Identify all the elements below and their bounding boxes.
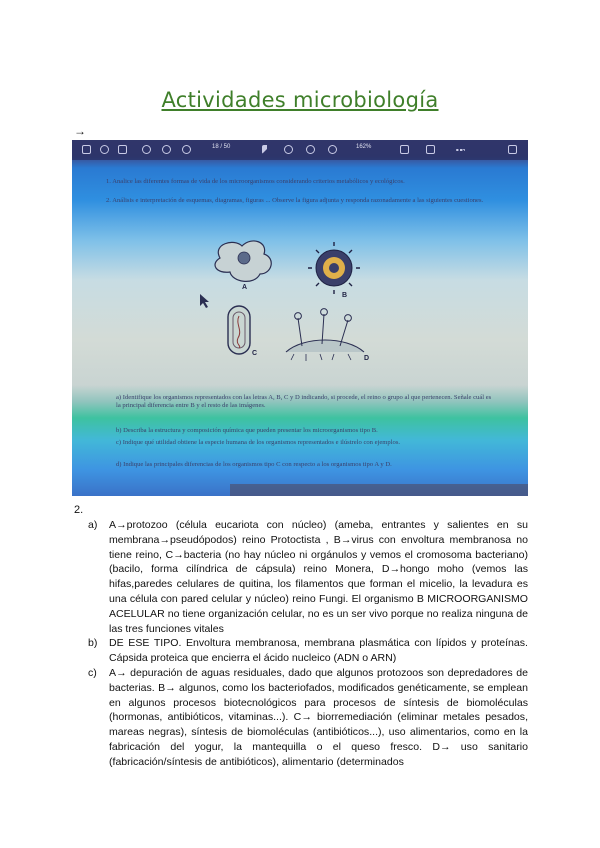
label-b: B — [342, 292, 348, 299]
answer-a — [88, 518, 528, 636]
exam-photo — [72, 140, 528, 496]
answer-c — [88, 666, 528, 770]
label-d: D — [364, 355, 370, 362]
photo-subquestion-a: a) Identifique los organismos representados con las letras A, B, C y D indicando, si procede, el reino o grupo al que pertenecen. Señale cuál es la principal diferencia entre B y el resto de las imágenes. — [116, 394, 492, 410]
answer-list — [88, 518, 528, 770]
answer-text: A→protozoo (célula eucariota con núcleo) (ameba, entrantes y salientes en su membrana→pseudópodos) reino Protoctista , B→virus con envoltura membranosa no tiene reino, C→bacteria (no hay núcleo ni orgánulos y vemos el cromosoma bacteriano) (bacilo, forma cilíndrica de cápsula) reino Monera, D→hongo moho (vemos las hifas,paredes celulares de quitina, los filamentos que forman el micelio, la levadura es una célula con pared celular y núcleo) reino Fungi. El organismo B MICROORGANISMO ACELULAR no tiene organización celular, no es un ser vivo porque no realiza ninguna de las tres funciones vitales — [109, 519, 528, 635]
answer-text: DE ESE TIPO. Envoltura membranosa, membrana plasmática con lípidos y proteínas. Cápsida proteica que encierra el ácido nucleico (ADN o ARN) — [109, 637, 528, 665]
answer-label: a) — [88, 519, 98, 531]
page-indicator: 18 / 50 — [212, 144, 231, 150]
photo-subquestion-d: d) Indique las principales diferencias de los organismos tipo C con respecto a los organismos tipo A y D. — [116, 461, 392, 468]
label-c: C — [252, 350, 258, 357]
question-number: 2. — [74, 504, 84, 516]
mould-drawing — [286, 309, 364, 361]
page-title: Actividades microbiología — [161, 88, 439, 112]
answer-label: b) — [88, 637, 98, 650]
photo-subquestion-c: c) Indique qué utilidad obtiene la especie humana de los organismos representados e ilústrelo con ejemplos. — [116, 439, 401, 446]
label-a: A — [242, 284, 248, 291]
photo-subquestion-b: b) Describa la estructura y composición química que pueden presentar los microorganismos tipo B. — [116, 427, 378, 434]
answer-text: A→ depuración de aguas residuales, dado que algunos protozoos son depredadores de bacterias. B→ algunos, como los bacteriofados, modificados genéticamente, se emplean en algunos procesos biotecnológicos para procesos de síntesis de biomoléculas (hormonas, antibióticos, vitaminas...). C→ biorremediación (eliminar metales pesados, mareas negras), síntesis de biomoléculas (antibióticos...), uso alimentarios, como en la fabricación del yogur, la mantequilla o el queso fresco. D→ uso sanitario (fabricación/síntesis de antibióticos), alimentario (determinados — [109, 666, 528, 768]
taskbar-strip — [230, 484, 528, 496]
bacterium-drawing — [228, 306, 250, 354]
photo-question-1: 1. Analice las diferentes formas de vida de los microorganismos considerando criterios metabólicos y ecológicos. — [106, 178, 405, 185]
photo-question-2: 2. Análisis e interpretación de esquemas, diagramas, figuras ... Observe la figura adjunta y responda razonadamente a las siguientes cuestiones. — [106, 197, 484, 204]
answer-b — [88, 636, 528, 666]
arrow-symbol: → — [74, 124, 86, 138]
zoom-level: 162% — [356, 144, 372, 150]
answer-label: c) — [88, 666, 97, 679]
virus-drawing — [308, 242, 360, 294]
